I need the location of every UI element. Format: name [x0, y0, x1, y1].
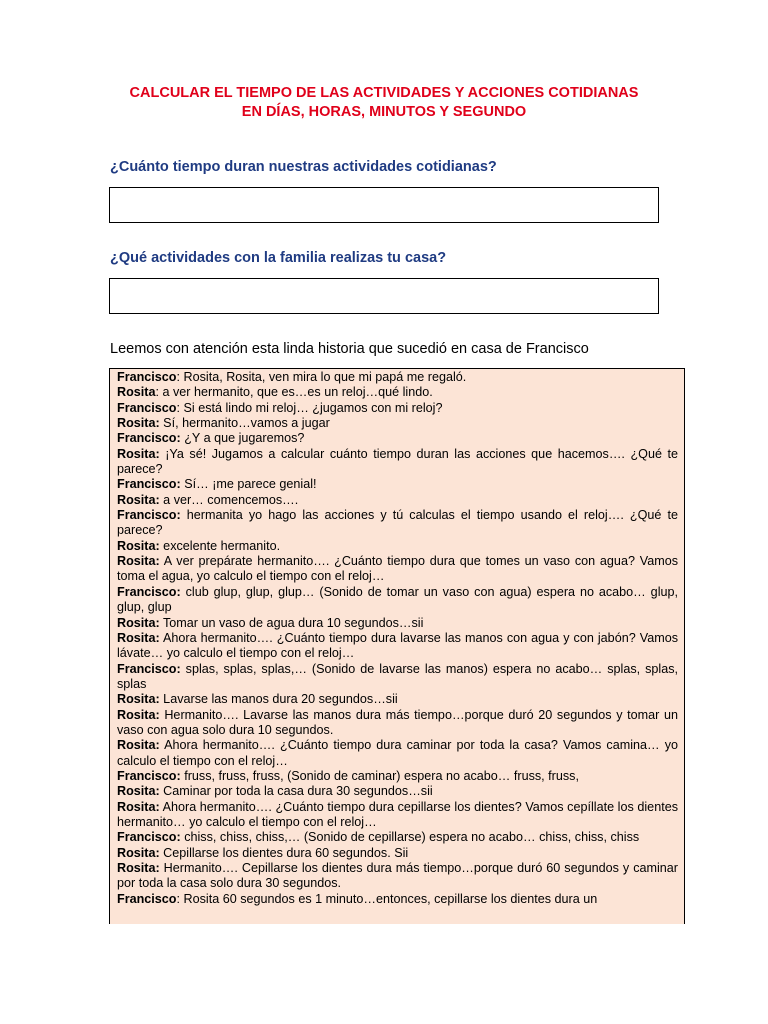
dialogue-text: Sí, hermanito…vamos a jugar	[159, 416, 330, 431]
dialogue-text: Hermanito…. Lavarse las manos dura más tiempo…porque duró 20 segundos y tomar un vaso con agua solo dura 10 segundos.	[117, 707, 678, 737]
dialogue-text: : Rosita 60 segundos es 1 minuto…entonces, cepillarse los dientes dura un	[176, 891, 598, 906]
answer-box-2[interactable]	[109, 278, 659, 314]
dialogue-line	[117, 784, 678, 799]
dialogue-speaker: Rosita:	[117, 538, 160, 553]
dialogue-line	[117, 892, 678, 907]
dialogue-line	[117, 846, 678, 861]
dialogue-speaker: Rosita:	[117, 707, 160, 722]
dialogue-line	[117, 861, 678, 892]
dialogue-speaker: Rosita:	[117, 554, 160, 569]
dialogue-text: A ver prepárate hermanito…. ¿Cuánto tiempo dura que tomes un vaso con agua? Vamos toma el agua, yo calculo el tiempo con el reloj…	[117, 554, 678, 584]
dialogue-speaker: Francisco:	[117, 830, 181, 845]
dialogue-speaker: Francisco:	[117, 477, 181, 492]
dialogue-text: Lavarse las manos dura 20 segundos…sii	[159, 692, 398, 707]
dialogue-line	[117, 738, 678, 769]
dialogue-line	[117, 416, 678, 431]
dialogue-speaker: Francisco:	[117, 768, 181, 783]
dialogue-speaker: Francisco:	[117, 508, 181, 523]
dialogue-text: club glup, glup, glup… (Sonido de tomar un vaso con agua) espera no acabo… glup, glup, glup	[117, 584, 678, 615]
dialogue-text: a ver… comencemos….	[159, 492, 299, 507]
dialogue-speaker: Rosita:	[117, 446, 160, 461]
dialogue-text: splas, splas, splas,… (Sonido de lavarse las manos) espera no acabo… splas, splas, splas	[117, 661, 678, 691]
question-2: ¿Qué actividades con la familia realizas tu casa?	[110, 250, 447, 266]
dialogue-speaker: Francisco:	[117, 431, 181, 446]
dialogue-text: Ahora hermanito…. ¿Cuánto tiempo dura cepillarse los dientes? Vamos cepíllate los dientes hermanito… yo calculo el tiempo con el reloj…	[117, 799, 678, 829]
dialogue-text: Ahora hermanito…. ¿Cuánto tiempo dura lavarse las manos con agua y con jabón? Vamos lávate… yo calculo el tiempo con el reloj…	[117, 630, 678, 661]
dialogue-text: ¿Y a que jugaremos?	[180, 431, 305, 446]
dialogue-line	[117, 493, 678, 508]
dialogue-speaker: Francisco	[117, 891, 177, 906]
dialogue-line	[117, 830, 678, 845]
dialogue-line	[117, 662, 678, 693]
dialogue-line	[117, 477, 678, 492]
story-dialogue-box	[109, 368, 685, 924]
dialogue-text: Hermanito…. Cepillarse los dientes dura más tiempo…porque duró 60 segundos y caminar por toda la casa solo dura 30 segundos.	[117, 861, 678, 891]
dialogue-speaker: Rosita:	[117, 492, 160, 507]
answer-box-1[interactable]	[109, 187, 659, 223]
dialogue-line	[117, 692, 678, 707]
dialogue-speaker: Rosita:	[117, 799, 160, 814]
dialogue-text: excelente hermanito.	[159, 538, 281, 553]
dialogue-text: hermanita yo hago las acciones y tú calculas el tiempo usando el reloj…. ¿Qué te parece?	[117, 508, 678, 538]
dialogue-line	[117, 508, 678, 539]
dialogue-text: chiss, chiss, chiss,… (Sonido de cepillarse) espera no acabo… chiss, chiss, chiss	[180, 830, 640, 845]
dialogue-text: fruss, fruss, fruss, (Sonido de caminar) espera no acabo… fruss, fruss,	[180, 768, 579, 783]
dialogue-line	[117, 447, 678, 478]
dialogue-speaker: Francisco:	[117, 661, 181, 676]
dialogue-line	[117, 616, 678, 631]
dialogue-speaker: Rosita:	[117, 615, 160, 630]
dialogue-speaker: Rosita:	[117, 845, 160, 860]
dialogue-speaker: Rosita:	[117, 738, 160, 753]
dialogue-speaker: Rosita	[117, 385, 156, 400]
dialogue-text: : Si está lindo mi reloj… ¿jugamos con mi reloj?	[176, 400, 443, 415]
dialogue-text: Caminar por toda la casa dura 30 segundos…sii	[159, 784, 433, 799]
dialogue-speaker: Rosita:	[117, 630, 160, 645]
dialogue-speaker: Francisco	[117, 370, 177, 384]
dialogue-speaker: Rosita:	[117, 784, 160, 799]
dialogue-text: Ahora hermanito…. ¿Cuánto tiempo dura caminar por toda la casa? Vamos camina… yo calculo el tiempo con el reloj…	[117, 738, 678, 768]
dialogue-line	[117, 385, 678, 400]
dialogue-text: Cepillarse los dientes dura 60 segundos. Sii	[159, 845, 409, 860]
dialogue-speaker: Rosita:	[117, 692, 160, 707]
dialogue-line	[117, 431, 678, 446]
dialogue-line	[117, 769, 678, 784]
dialogue-speaker: Francisco	[117, 400, 177, 415]
dialogue-line	[117, 631, 678, 662]
intro-text: Leemos con atención esta linda historia que sucedió en casa de Francisco	[110, 341, 589, 357]
title-line-1: CALCULAR EL TIEMPO DE LAS ACTIVIDADES Y ACCIONES COTIDIANAS	[129, 85, 639, 101]
dialogue-speaker: Rosita:	[117, 416, 160, 431]
dialogue-line	[117, 585, 678, 616]
dialogue-line	[117, 539, 678, 554]
dialogue-text: : Rosita, Rosita, ven mira lo que mi papá me regaló.	[176, 370, 467, 384]
dialogue-speaker: Francisco:	[117, 584, 181, 599]
dialogue-text: Tomar un vaso de agua dura 10 segundos…sii	[159, 615, 424, 630]
dialogue-line	[117, 800, 678, 831]
dialogue-line	[117, 370, 678, 385]
dialogue-line	[117, 554, 678, 585]
dialogue-text: Sí… ¡me parece genial!	[180, 477, 317, 492]
dialogue-line	[117, 401, 678, 416]
document-title	[80, 84, 688, 122]
dialogue-text: : a ver hermanito, que es…es un reloj…qué lindo.	[155, 385, 433, 400]
title-line-2: EN DÍAS, HORAS, MINUTOS Y SEGUNDO	[241, 104, 527, 120]
dialogue-text: ¡Ya sé! Jugamos a calcular cuánto tiempo duran las acciones que hacemos…. ¿Qué te parece?	[117, 446, 678, 477]
dialogue-speaker: Rosita:	[117, 861, 160, 875]
question-1: ¿Cuánto tiempo duran nuestras actividades cotidianas?	[110, 159, 497, 175]
dialogue-line	[117, 708, 678, 739]
